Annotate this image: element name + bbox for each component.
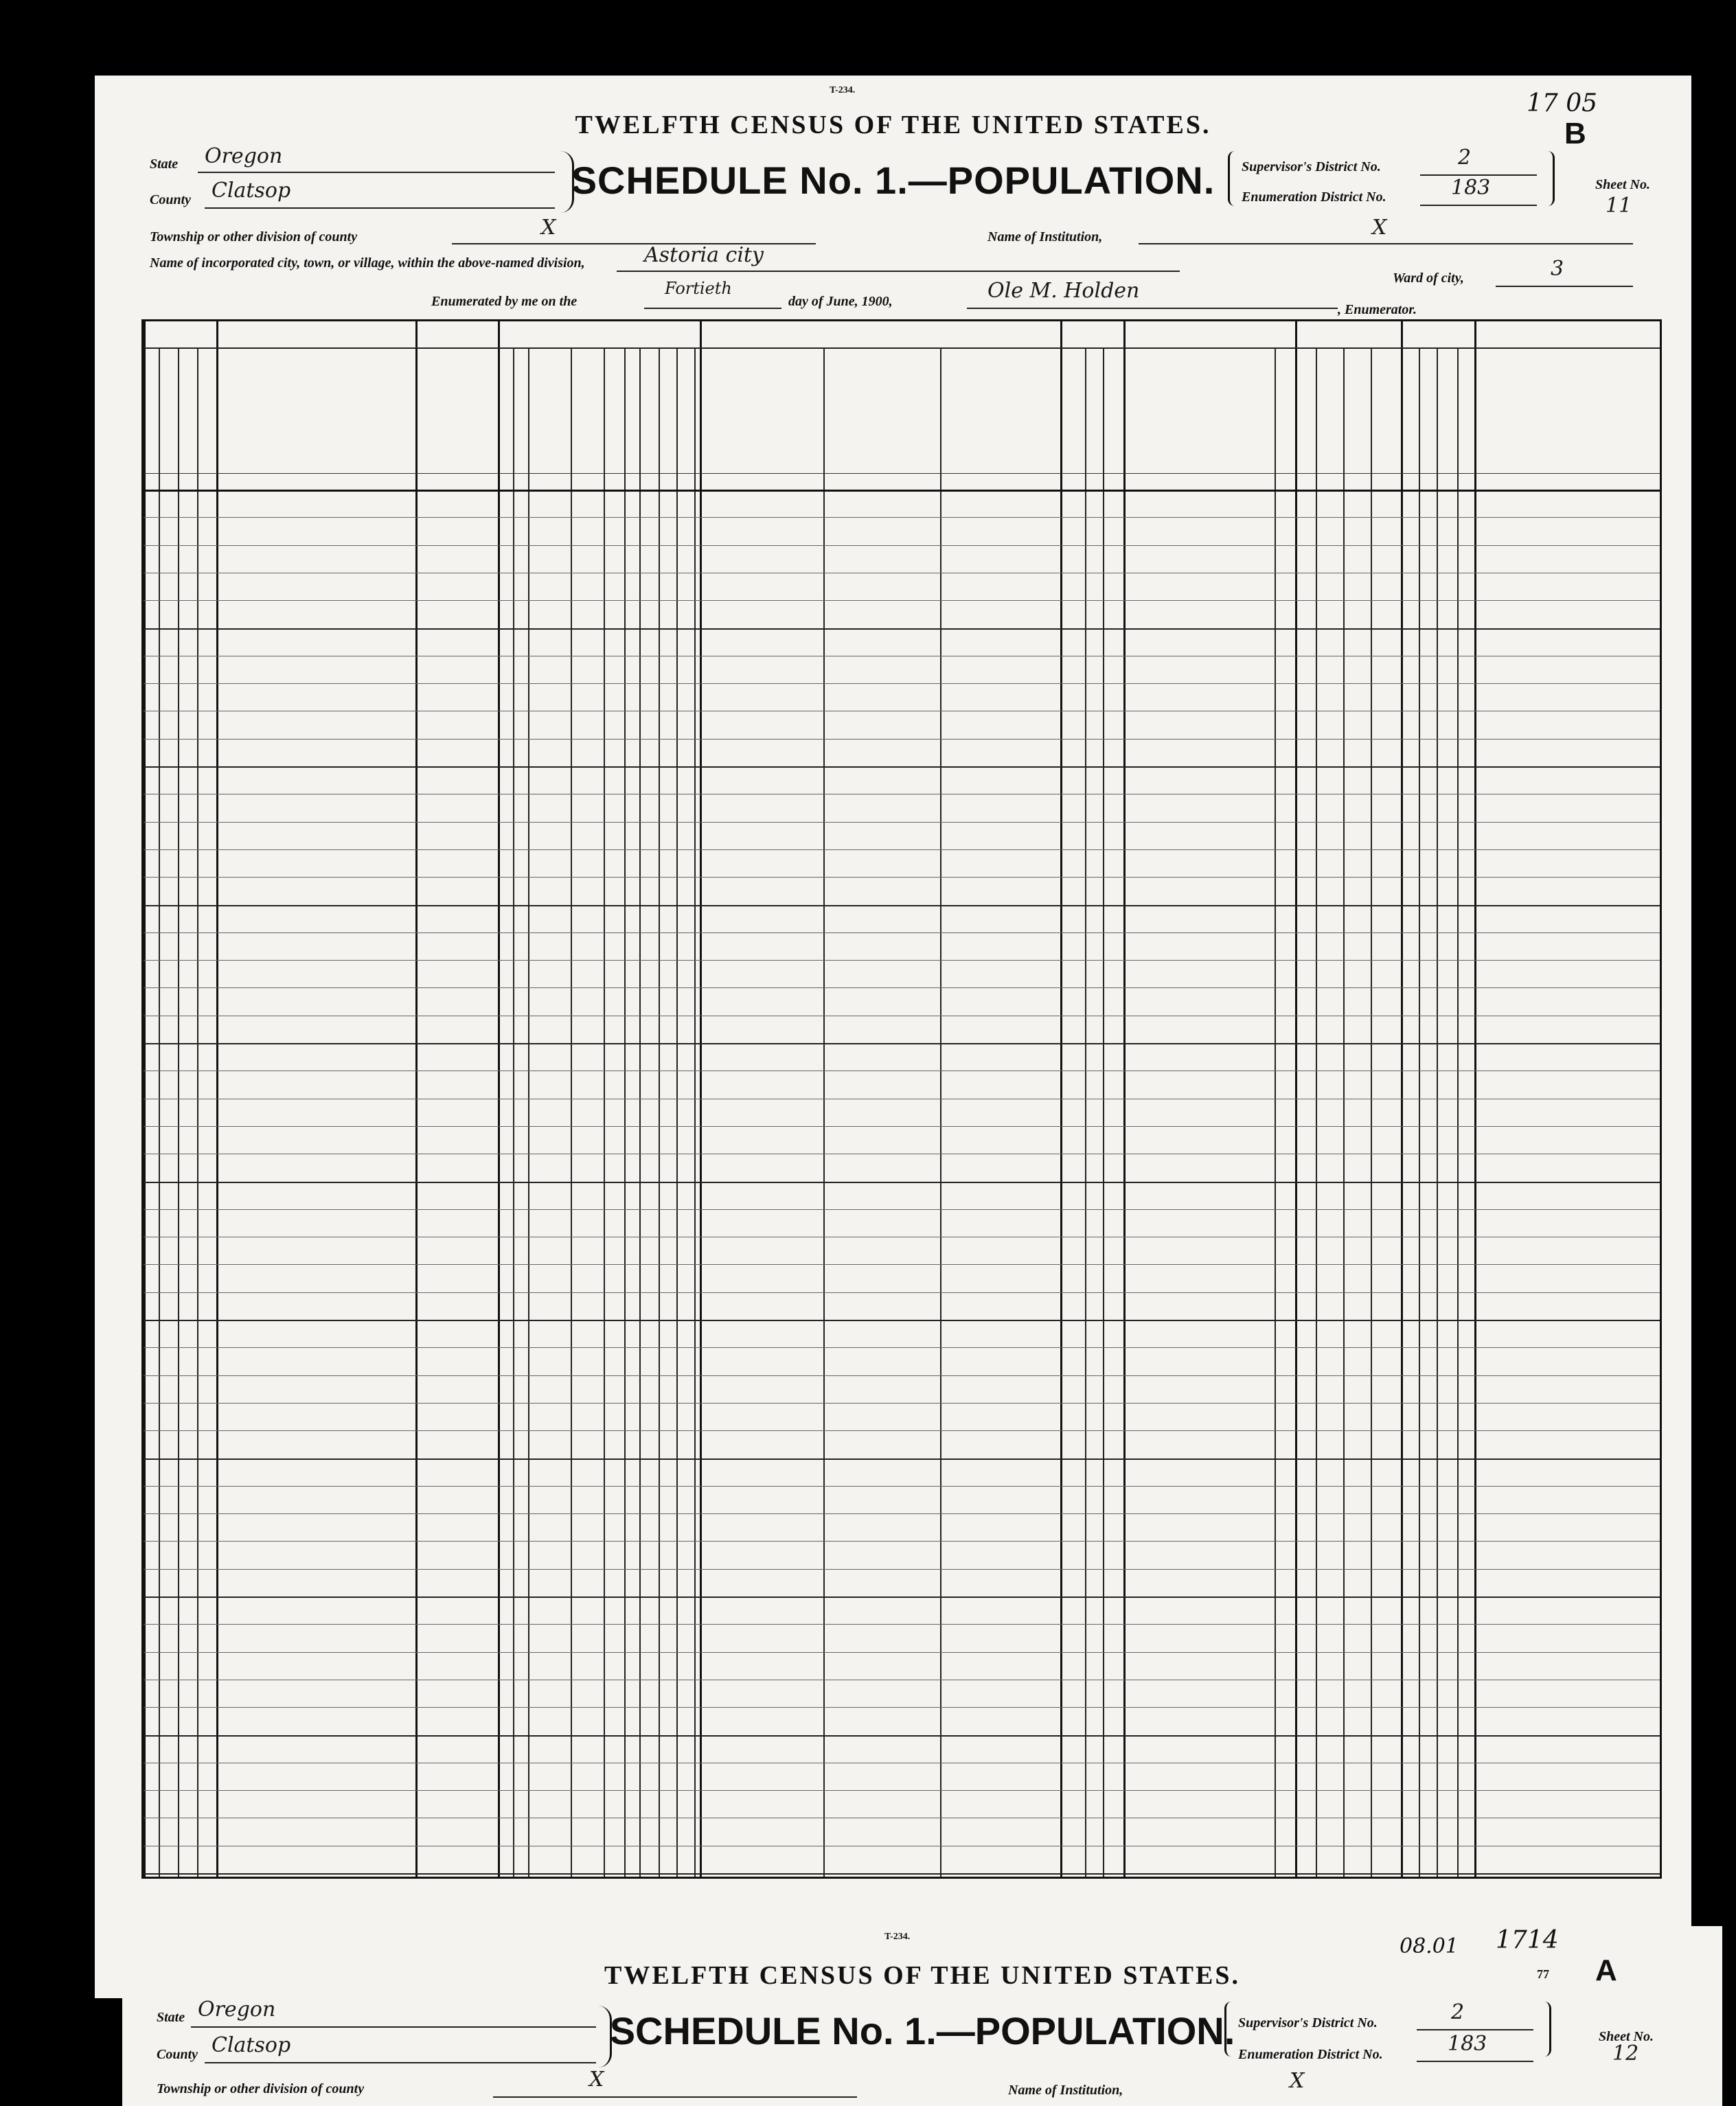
county-label: County [157,2047,198,2062]
population-table [141,319,1662,1879]
township-value: X [589,2068,604,2092]
enumerated-suffix: , Enumerator. [1338,302,1417,317]
row-rule [144,766,1660,768]
row-rule [144,1596,1660,1598]
column-divider [639,349,641,1877]
supervisor-value: 2 [1458,146,1472,170]
enumeration-label: Enumeration District No. [1242,190,1386,205]
header-rule [144,473,1660,474]
institution-label: Name of Institution, [987,229,1103,244]
row-rule [144,1403,1660,1404]
column-divider [624,349,626,1877]
township-value: X [541,216,556,240]
institution-value: X [1290,2069,1305,2093]
enumerated-day: Fortieth [665,279,732,298]
column-divider [1371,349,1372,1877]
state-label: State [157,2010,185,2025]
column-divider [528,349,529,1877]
row-rule [144,1126,1660,1127]
column-divider [659,349,660,1877]
row-rule [144,1375,1660,1376]
state-value: Oregon [205,144,283,168]
row-rule [144,1458,1660,1460]
column-divider [571,349,572,1877]
column-divider [1419,349,1420,1877]
column-divider [1103,349,1104,1877]
row-rule [144,1569,1660,1570]
sheet-value: 11 [1606,194,1632,218]
column-divider [1437,349,1438,1877]
row-rule [144,1652,1660,1653]
row-rule [144,1513,1660,1514]
row-rule [144,960,1660,961]
corner-letter: B [1564,117,1586,150]
city-label: Name of incorporated city, town, or village, within the above-named division, [150,255,585,271]
stamp-number: 1714 [1496,1926,1559,1954]
sheet-value: 12 [1612,2041,1639,2065]
supervisor-label: Supervisor's District No. [1238,2015,1378,2030]
column-divider [604,349,605,1877]
row-rule [144,1264,1660,1265]
county-value: Clatsop [212,179,291,203]
column-divider [823,349,825,1877]
row-rule [144,683,1660,684]
column-divider [1457,349,1459,1877]
header-rule [144,347,1660,349]
column-divider [197,349,198,1877]
row-rule [144,517,1660,518]
row-rule [144,877,1660,878]
row-rule [144,1873,1660,1875]
enumerator-name: Ole M. Holden [987,279,1140,303]
census-sheet-12 [122,1926,1722,2106]
column-divider [694,349,696,1877]
schedule-title: SCHEDULE No. 1.—POPULATION. [609,2009,1235,2052]
row-rule [144,1430,1660,1431]
census-title: TWELFTH CENSUS OF THE UNITED STATES. [604,1961,1240,1990]
stamp-number: 17 05 [1527,89,1598,117]
township-label: Township or other division of county [150,229,358,244]
header-rule [144,490,1660,492]
row-rule [144,1292,1660,1293]
corner-letter: A [1595,1954,1617,1987]
row-rule [144,987,1660,988]
enumeration-label: Enumeration District No. [1238,2047,1383,2062]
state-label: State [150,157,179,172]
column-divider [676,349,678,1877]
ward-label: Ward of city, [1393,271,1464,286]
row-rule [144,1209,1660,1210]
ward-value: 3 [1551,257,1564,281]
column-divider [940,349,941,1877]
stamp-left: 08.01 [1400,1934,1459,1958]
column-divider [178,349,179,1877]
row-rule [144,1182,1660,1183]
row-rule [144,1735,1660,1737]
institution-label: Name of Institution, [1008,2083,1123,2098]
enumerated-mid: day of June, 1900, [788,294,893,309]
row-rule [144,600,1660,601]
row-rule [144,1541,1660,1542]
column-divider [1316,349,1317,1877]
column-divider [1085,349,1086,1877]
row-rule [144,1624,1660,1625]
sheet-label: Sheet No. [1595,177,1650,192]
row-rule [144,849,1660,850]
row-rule [144,1790,1660,1791]
column-divider [513,349,514,1877]
column-divider [1275,349,1276,1877]
enumerated-prefix: Enumerated by me on the [431,294,578,309]
institution-value: X [1372,216,1387,240]
row-rule [144,1347,1660,1348]
row-rule [144,628,1660,630]
row-rule [144,822,1660,823]
enumeration-value: 183 [1451,176,1491,200]
row-rule [144,1043,1660,1044]
row-rule [144,739,1660,740]
supervisor-label: Supervisor's District No. [1242,159,1381,174]
row-rule [144,932,1660,933]
row-rule [144,545,1660,546]
township-label: Township or other division of county [157,2081,365,2096]
row-rule [144,1707,1660,1708]
stamp-sub: 77 [1537,1967,1549,1981]
census-title: TWELFTH CENSUS OF THE UNITED STATES. [575,111,1211,139]
form-number: T-234. [884,1932,911,1942]
county-label: County [150,192,192,207]
state-value: Oregon [198,1998,276,2022]
county-value: Clatsop [212,2033,291,2057]
form-number: T-234. [830,85,856,95]
sheet-label: Sheet No. [1599,2029,1654,2044]
enumeration-value: 183 [1448,2032,1487,2056]
column-divider [159,349,160,1877]
city-value: Astoria city [644,243,764,267]
schedule-title: SCHEDULE No. 1.—POPULATION. [571,159,1215,202]
row-rule [144,1486,1660,1487]
row-rule [144,1320,1660,1321]
row-rule [144,905,1660,906]
supervisor-value: 2 [1451,2000,1465,2024]
census-sheet-11 [95,76,1691,1998]
column-divider [1343,349,1345,1877]
